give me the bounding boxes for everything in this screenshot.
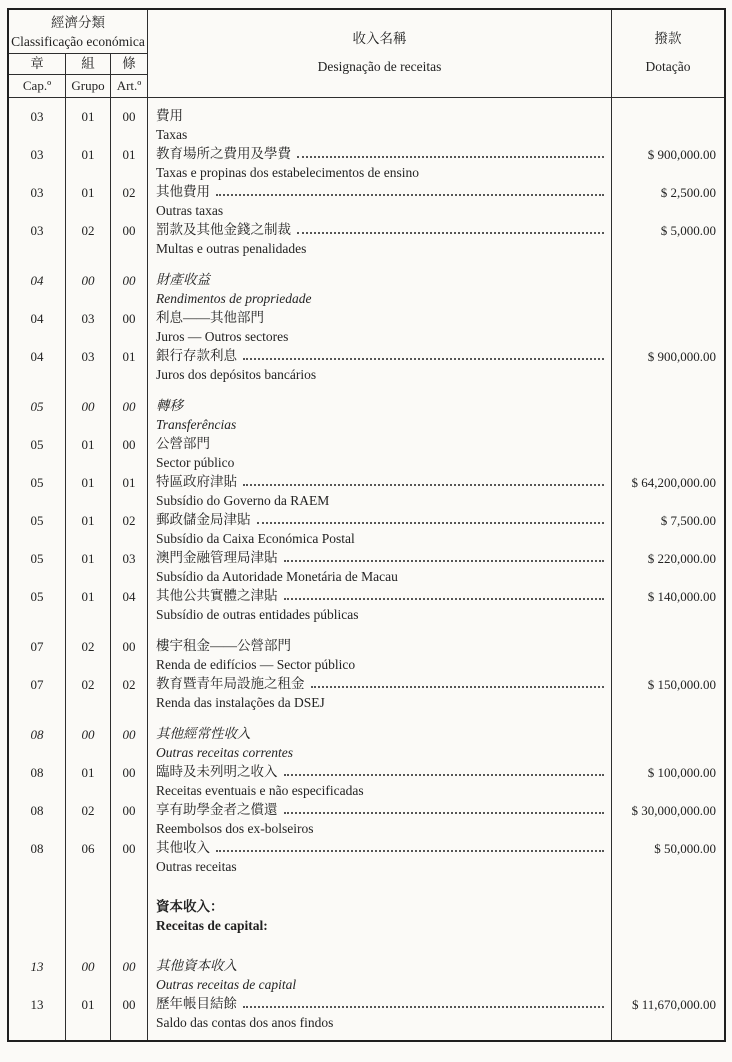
spacer-cell	[9, 624, 66, 636]
designation-zh: 其他公共實體之津貼	[156, 588, 278, 603]
designation-zh: 樓宇租金——公營部門	[156, 638, 291, 653]
amount-cell	[612, 308, 724, 346]
spacer-cell	[9, 258, 66, 270]
art-cell: 00	[111, 106, 148, 144]
amount-cell	[612, 396, 724, 434]
designation-zh: 其他費用	[156, 184, 210, 199]
spacer-cell	[148, 935, 612, 956]
header-grupo-pt: Grupo	[66, 75, 111, 97]
grupo-cell	[66, 897, 111, 935]
designation-zh: 其他資本收入	[156, 958, 237, 973]
grupo-cell: 00	[66, 724, 111, 762]
spacer-cell	[148, 624, 612, 636]
spacer-cell	[148, 258, 612, 270]
cap-cell: 05	[9, 472, 66, 510]
designation-pt: Reembolsos dos ex-bolseiros	[156, 821, 314, 836]
dot-leader	[216, 194, 604, 196]
art-cell: 00	[111, 396, 148, 434]
spacer-row	[9, 384, 724, 396]
spacer-cell	[148, 1032, 612, 1040]
designation-pt: Rendimentos de propriedade	[156, 291, 312, 306]
designation-pt: Outras receitas	[156, 859, 237, 874]
grupo-cell: 02	[66, 800, 111, 838]
entry-row	[9, 220, 724, 258]
cap-cell: 04	[9, 270, 66, 308]
designation-zh: 其他經常性收入	[156, 726, 251, 741]
table-body	[9, 98, 724, 1040]
designation-cell	[148, 762, 612, 800]
grupo-cell: 01	[66, 434, 111, 472]
revenue-table	[7, 8, 726, 1042]
art-cell: 00	[111, 724, 148, 762]
designation-zh: 歷年帳目結餘	[156, 996, 237, 1011]
entry-row	[9, 434, 724, 472]
designation-pt: Saldo das contas dos anos findos	[156, 1015, 334, 1030]
spacer-cell	[9, 935, 66, 956]
designation-zh: 教育暨青年局設施之租金	[156, 676, 305, 691]
cap-cell: 03	[9, 182, 66, 220]
designation-pt: Outras taxas	[156, 203, 224, 218]
grupo-cell: 01	[66, 106, 111, 144]
designation-cell	[148, 838, 612, 876]
art-cell: 00	[111, 838, 148, 876]
designation-cell	[148, 994, 612, 1032]
spacer-cell	[612, 712, 724, 724]
entry-row	[9, 346, 724, 384]
spacer-cell	[148, 712, 612, 724]
grupo-cell: 01	[66, 182, 111, 220]
designation-zh: 罰款及其他金錢之制裁	[156, 222, 291, 237]
header-art-pt: Art.º	[111, 75, 148, 97]
art-cell: 00	[111, 800, 148, 838]
designation-cell	[148, 346, 612, 384]
spacer-cell	[9, 98, 66, 106]
designation-zh: 費用	[156, 108, 183, 123]
art-cell: 00	[111, 636, 148, 674]
designation-zh: 郵政儲金局津貼	[156, 512, 251, 527]
amount-cell: $ 150,000.00	[647, 677, 716, 692]
art-cell: 04	[111, 586, 148, 624]
designation-zh: 公營部門	[156, 436, 210, 451]
designation-cell	[148, 144, 612, 182]
grupo-cell: 01	[66, 994, 111, 1032]
spacer-cell	[111, 624, 148, 636]
designation-cell	[148, 636, 612, 674]
designation-pt: Renda de edifícios — Sector público	[156, 657, 356, 672]
designation-cell	[148, 270, 612, 308]
designation-pt: Subsídio da Caixa Económica Postal	[156, 531, 355, 546]
spacer-cell	[66, 384, 111, 396]
entry-row	[9, 994, 724, 1032]
dot-leader	[216, 850, 604, 852]
designation-cell	[148, 674, 612, 712]
spacer-cell	[111, 712, 148, 724]
spacer-cell	[111, 876, 148, 897]
header-designation-zh: 收入名稱	[352, 31, 407, 47]
spacer-cell	[148, 98, 612, 106]
grupo-cell: 01	[66, 510, 111, 548]
entry-row	[9, 182, 724, 220]
cap-cell: 03	[9, 220, 66, 258]
entry-row	[9, 762, 724, 800]
spacer-cell	[111, 384, 148, 396]
amount-cell: $ 50,000.00	[654, 841, 716, 856]
grupo-cell: 02	[66, 220, 111, 258]
cap-cell: 08	[9, 724, 66, 762]
spacer-row	[9, 258, 724, 270]
designation-zh: 資本收入：	[156, 899, 224, 914]
dot-leader	[243, 484, 604, 486]
grupo-cell: 01	[66, 472, 111, 510]
entry-row	[9, 800, 724, 838]
grupo-cell: 03	[66, 346, 111, 384]
entry-row	[9, 106, 724, 144]
header-designation	[148, 10, 612, 97]
cap-cell: 08	[9, 838, 66, 876]
spacer-row	[9, 98, 724, 106]
spacer-cell	[612, 258, 724, 270]
spacer-cell	[66, 712, 111, 724]
amount-cell: $ 7,500.00	[660, 513, 716, 528]
designation-zh: 教育場所之費用及學費	[156, 146, 291, 161]
header-designation-pt: Designação de receitas	[317, 59, 442, 74]
entry-row	[9, 308, 724, 346]
designation-cell	[148, 106, 612, 144]
grupo-cell: 00	[66, 956, 111, 994]
art-cell: 01	[111, 144, 148, 182]
spacer-cell	[148, 876, 612, 897]
grupo-cell: 01	[66, 762, 111, 800]
grupo-cell: 00	[66, 396, 111, 434]
amount-cell: $ 220,000.00	[647, 551, 716, 566]
spacer-cell	[66, 98, 111, 106]
designation-pt: Outras receitas de capital	[156, 977, 297, 992]
entry-row	[9, 838, 724, 876]
spacer-cell	[66, 1032, 111, 1040]
entry-row	[9, 724, 724, 762]
art-cell: 00	[111, 762, 148, 800]
section-heading-row	[9, 897, 724, 935]
designation-cell	[148, 472, 612, 510]
designation-cell	[148, 800, 612, 838]
designation-zh: 澳門金融管理局津貼	[156, 550, 278, 565]
designation-pt: Multas e outras penalidades	[156, 241, 307, 256]
grupo-cell: 02	[66, 674, 111, 712]
designation-zh: 利息——其他部門	[156, 310, 264, 325]
header-dotacao-pt: Dotação	[645, 59, 691, 74]
cap-cell: 04	[9, 346, 66, 384]
spacer-cell	[66, 876, 111, 897]
grupo-cell: 06	[66, 838, 111, 876]
designation-cell	[148, 308, 612, 346]
spacer-row	[9, 876, 724, 897]
art-cell: 00	[111, 220, 148, 258]
cap-cell: 08	[9, 800, 66, 838]
grupo-cell: 02	[66, 636, 111, 674]
grupo-cell: 01	[66, 548, 111, 586]
cap-cell: 07	[9, 636, 66, 674]
header-economic-classification	[9, 10, 148, 54]
grupo-cell: 00	[66, 270, 111, 308]
cap-cell: 07	[9, 674, 66, 712]
cap-cell	[9, 897, 66, 935]
grupo-cell: 01	[66, 586, 111, 624]
table-header	[9, 10, 724, 98]
designation-cell	[148, 548, 612, 586]
designation-cell	[148, 586, 612, 624]
spacer-cell	[66, 935, 111, 956]
spacer-cell	[612, 384, 724, 396]
spacer-cell	[66, 624, 111, 636]
entry-row	[9, 636, 724, 674]
entry-row	[9, 144, 724, 182]
dot-leader	[297, 156, 604, 158]
spacer-cell	[111, 258, 148, 270]
designation-pt: Juros dos depósitos bancários	[156, 367, 317, 382]
designation-pt: Receitas de capital:	[156, 918, 268, 933]
amount-cell	[612, 270, 724, 308]
spacer-cell	[148, 384, 612, 396]
designation-zh: 臨時及未列明之收入	[156, 764, 278, 779]
header-cap-zh: 章	[9, 54, 66, 75]
art-cell: 02	[111, 674, 148, 712]
designation-cell	[148, 182, 612, 220]
cap-cell: 03	[9, 106, 66, 144]
designation-pt: Subsídio da Autoridade Monetária de Macau	[156, 569, 398, 584]
spacer-row	[9, 712, 724, 724]
art-cell: 00	[111, 434, 148, 472]
art-cell: 02	[111, 510, 148, 548]
art-cell: 00	[111, 956, 148, 994]
entry-row	[9, 510, 724, 548]
header-economic-classification-pt: Classificação económica	[11, 33, 145, 49]
entry-row	[9, 396, 724, 434]
header-dotacao	[612, 10, 724, 97]
art-cell: 00	[111, 270, 148, 308]
spacer-cell	[111, 98, 148, 106]
dot-leader	[297, 232, 604, 234]
amount-cell	[612, 636, 724, 674]
designation-cell	[148, 724, 612, 762]
art-cell: 00	[111, 994, 148, 1032]
entry-row	[9, 586, 724, 624]
cap-cell: 08	[9, 762, 66, 800]
dot-leader	[284, 560, 605, 562]
spacer-cell	[612, 624, 724, 636]
amount-cell: $ 11,670,000.00	[631, 997, 716, 1012]
dot-leader	[243, 1006, 604, 1008]
designation-cell	[148, 510, 612, 548]
amount-cell: $ 900,000.00	[647, 349, 716, 364]
cap-cell: 13	[9, 994, 66, 1032]
spacer-cell	[111, 935, 148, 956]
spacer-row	[9, 624, 724, 636]
cap-cell: 05	[9, 396, 66, 434]
designation-zh: 其他收入	[156, 840, 210, 855]
dot-leader	[284, 598, 605, 600]
designation-zh: 財產收益	[156, 272, 210, 287]
header-cap-pt: Cap.º	[9, 75, 66, 97]
header-economic-classification-zh: 經濟分類	[51, 14, 105, 30]
designation-pt: Transferências	[156, 417, 237, 432]
dot-leader	[257, 522, 605, 524]
designation-cell	[148, 220, 612, 258]
amount-cell: $ 900,000.00	[647, 147, 716, 162]
spacer-cell	[9, 876, 66, 897]
spacer-cell	[612, 98, 724, 106]
art-cell: 01	[111, 346, 148, 384]
amount-cell: $ 30,000,000.00	[631, 803, 716, 818]
amount-cell	[612, 724, 724, 762]
entry-row	[9, 548, 724, 586]
designation-pt: Outras receitas correntes	[156, 745, 293, 760]
spacer-cell	[612, 935, 724, 956]
art-cell: 01	[111, 472, 148, 510]
spacer-cell	[612, 1032, 724, 1040]
designation-zh: 銀行存款利息	[156, 348, 237, 363]
header-grupo-zh: 組	[66, 54, 111, 75]
spacer-cell	[66, 258, 111, 270]
designation-pt: Renda das instalações da DSEJ	[156, 695, 325, 710]
cap-cell: 05	[9, 586, 66, 624]
entry-row	[9, 472, 724, 510]
spacer-cell	[9, 712, 66, 724]
designation-cell	[148, 396, 612, 434]
art-cell: 00	[111, 308, 148, 346]
cap-cell: 13	[9, 956, 66, 994]
spacer-row	[9, 1032, 724, 1040]
grupo-cell: 03	[66, 308, 111, 346]
spacer-cell	[9, 1032, 66, 1040]
designation-pt: Taxas e propinas dos estabelecimentos de ensino	[156, 165, 419, 180]
designation-pt: Subsídio do Governo da RAEM	[156, 493, 330, 508]
amount-cell: $ 5,000.00	[660, 223, 716, 238]
amount-cell: $ 64,200,000.00	[631, 475, 716, 490]
entry-row	[9, 674, 724, 712]
amount-cell	[612, 106, 724, 144]
designation-zh: 特區政府津貼	[156, 474, 237, 489]
art-cell	[111, 897, 148, 935]
grupo-cell: 01	[66, 144, 111, 182]
designation-pt: Taxas	[156, 127, 188, 142]
cap-cell: 05	[9, 548, 66, 586]
cap-cell: 05	[9, 434, 66, 472]
designation-pt: Subsídio de outras entidades públicas	[156, 607, 359, 622]
amount-cell	[612, 956, 724, 994]
spacer-cell	[111, 1032, 148, 1040]
designation-zh: 轉移	[156, 398, 183, 413]
designation-cell	[148, 956, 612, 994]
cap-cell: 04	[9, 308, 66, 346]
entry-row	[9, 270, 724, 308]
art-cell: 03	[111, 548, 148, 586]
dot-leader	[284, 812, 605, 814]
amount-cell	[612, 434, 724, 472]
designation-pt: Juros — Outros sectores	[156, 329, 289, 344]
dot-leader	[311, 686, 605, 688]
designation-cell	[148, 434, 612, 472]
designation-cell	[148, 897, 612, 935]
amount-cell	[612, 897, 724, 935]
header-art-zh: 條	[111, 54, 148, 75]
art-cell: 02	[111, 182, 148, 220]
dot-leader	[243, 358, 604, 360]
entry-row	[9, 956, 724, 994]
spacer-cell	[9, 384, 66, 396]
cap-cell: 05	[9, 510, 66, 548]
designation-pt: Sector público	[156, 455, 235, 470]
header-dotacao-zh: 撥款	[654, 31, 682, 47]
designation-zh: 享有助學金者之償還	[156, 802, 278, 817]
spacer-row	[9, 935, 724, 956]
cap-cell: 03	[9, 144, 66, 182]
amount-cell: $ 100,000.00	[647, 765, 716, 780]
spacer-cell	[612, 876, 724, 897]
amount-cell: $ 140,000.00	[647, 589, 716, 604]
designation-pt: Receitas eventuais e não especificadas	[156, 783, 364, 798]
dot-leader	[284, 774, 605, 776]
amount-cell: $ 2,500.00	[660, 185, 716, 200]
